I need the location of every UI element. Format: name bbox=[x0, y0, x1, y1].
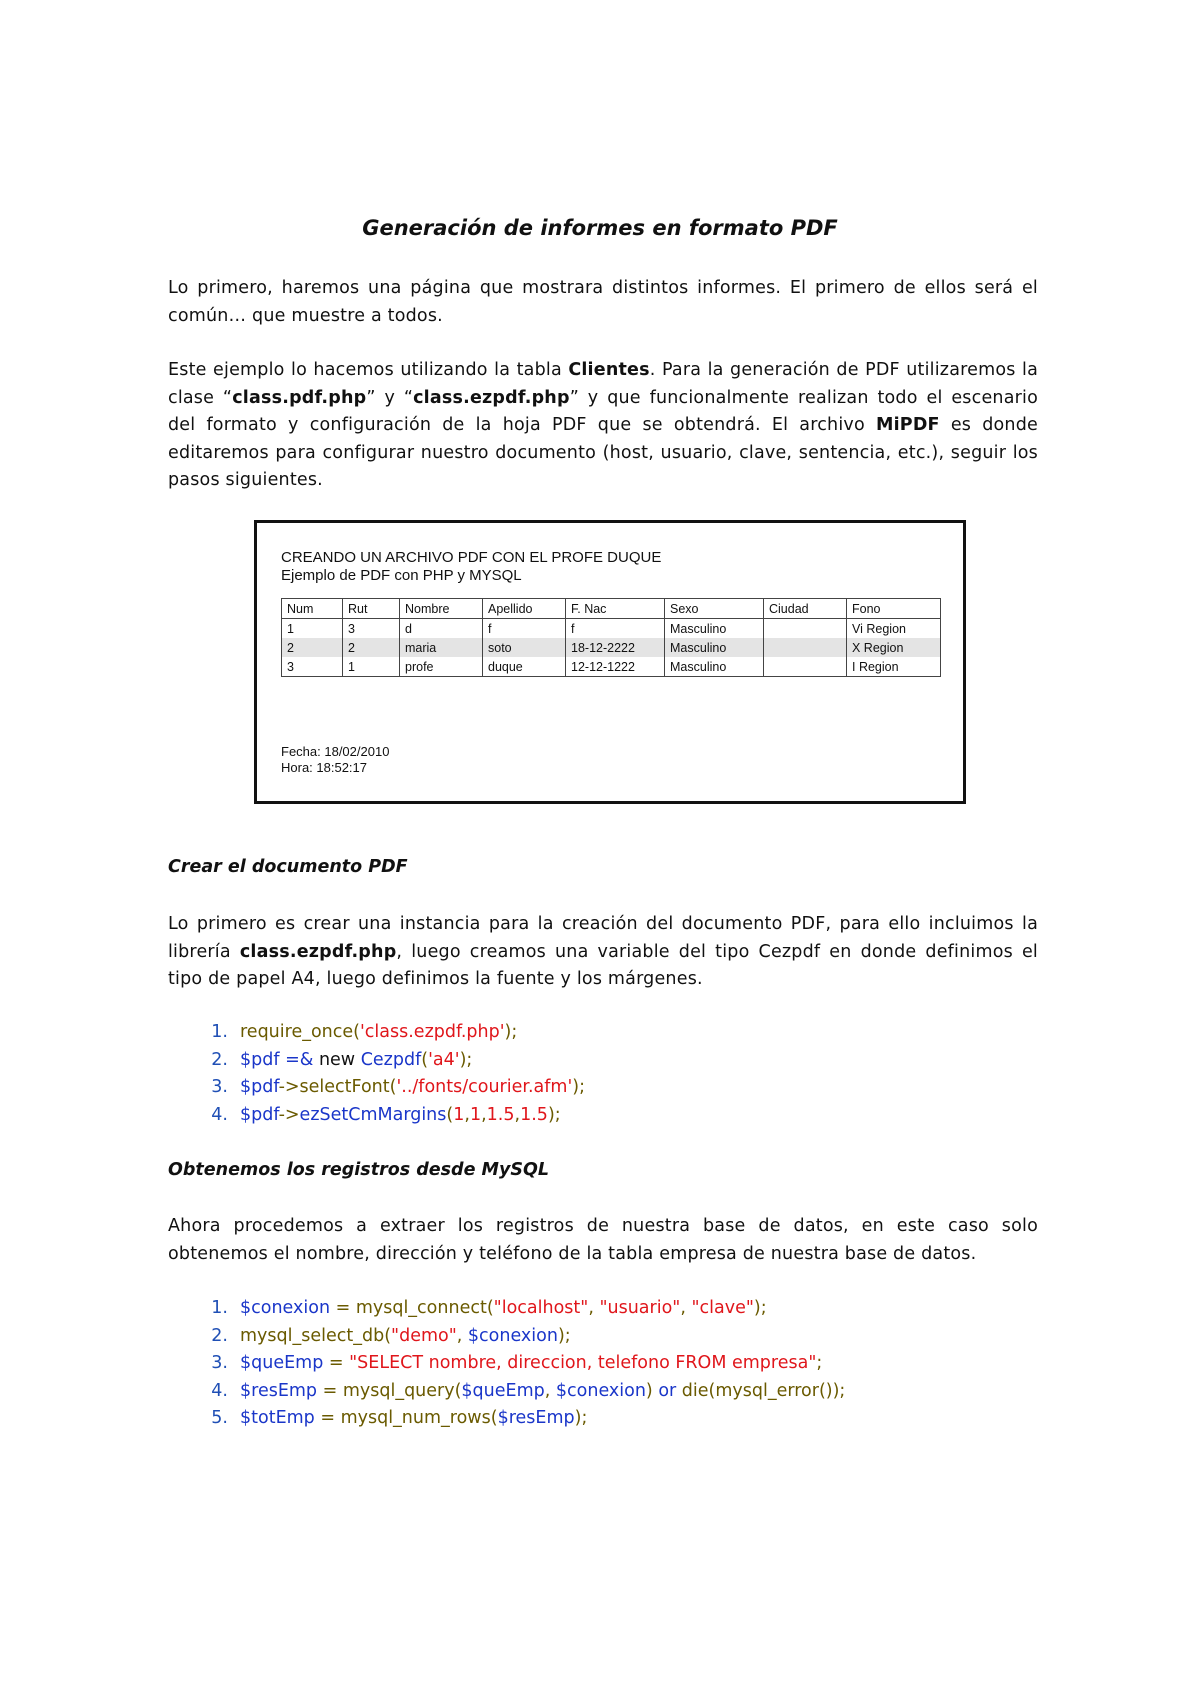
table-cell: 2 bbox=[343, 638, 400, 657]
column-header: F. Nac bbox=[566, 599, 665, 619]
code-token: , bbox=[680, 1298, 692, 1318]
table-cell: I Region bbox=[847, 657, 941, 677]
line-number: 3. bbox=[211, 1353, 228, 1373]
table-cell: 12-12-1222 bbox=[566, 657, 665, 677]
code-token: = bbox=[323, 1353, 350, 1373]
code-token: $pdf bbox=[240, 1049, 280, 1070]
code-listing-create-pdf bbox=[168, 1019, 585, 1129]
code-token: 1.5 bbox=[486, 1104, 515, 1125]
table-cell: 3 bbox=[343, 619, 400, 639]
pdf-example-screenshot bbox=[254, 520, 966, 804]
code-token: $conexion bbox=[467, 1325, 558, 1346]
code-token: ) bbox=[645, 1380, 659, 1401]
column-header: Sexo bbox=[665, 599, 764, 619]
section-heading-create-pdf: Crear el documento PDF bbox=[168, 857, 408, 877]
table-cell: Masculino bbox=[665, 657, 764, 677]
code-token: , bbox=[464, 1104, 470, 1125]
table-cell: f bbox=[566, 619, 665, 639]
table-cell bbox=[764, 619, 847, 639]
code-token: "demo" bbox=[391, 1325, 457, 1346]
code-token: ); bbox=[557, 1325, 571, 1346]
line-number: 1. bbox=[211, 1022, 228, 1042]
line-number: 4. bbox=[211, 1380, 228, 1401]
report-date: Fecha: 18/02/2010 bbox=[281, 744, 390, 759]
table-cell: d bbox=[400, 619, 483, 639]
table-cell: Masculino bbox=[665, 619, 764, 639]
code-line bbox=[168, 1019, 585, 1047]
code-token: "clave" bbox=[691, 1298, 754, 1318]
table-cell: Masculino bbox=[665, 638, 764, 657]
table-name: Clientes bbox=[568, 360, 650, 380]
table-cell: 2 bbox=[282, 638, 343, 657]
code-listing-mysql bbox=[168, 1295, 845, 1433]
column-header: Apellido bbox=[483, 599, 566, 619]
code-token: , bbox=[481, 1104, 487, 1125]
table-header-row bbox=[282, 599, 941, 619]
code-token: $pdf bbox=[240, 1104, 279, 1125]
column-header: Fono bbox=[847, 599, 941, 619]
intro-text: es donde editaremos para configurar nuestro documento (host, usuario, clave, sentencia, etc.), seguir los pasos siguientes. bbox=[168, 415, 1038, 490]
code-token: -> bbox=[278, 1104, 300, 1125]
code-token: $pdf bbox=[240, 1077, 279, 1097]
table-cell: Vi Region bbox=[847, 619, 941, 639]
table-row bbox=[282, 619, 941, 639]
code-token: require_once( bbox=[240, 1022, 360, 1042]
intro-paragraph-2 bbox=[168, 357, 1038, 495]
code-token: ezSetCmMargins bbox=[299, 1104, 447, 1125]
intro-paragraph-1: Lo primero, haremos una página que mostrara distintos informes. El primero de ellos será el común… que muestre a todos. bbox=[168, 278, 1038, 326]
code-token: $queEmp bbox=[461, 1380, 545, 1401]
table-cell: duque bbox=[483, 657, 566, 677]
intro-text: ” y “ bbox=[366, 387, 414, 408]
code-token: , bbox=[514, 1104, 521, 1125]
code-token: ( bbox=[421, 1049, 429, 1070]
table-cell: X Region bbox=[847, 638, 941, 657]
code-token: $resEmp bbox=[497, 1408, 575, 1428]
column-header: Nombre bbox=[400, 599, 483, 619]
code-token: die(mysql_error()); bbox=[676, 1380, 846, 1401]
code-token: or bbox=[658, 1380, 677, 1401]
code-token: ); bbox=[753, 1298, 767, 1318]
table-row bbox=[282, 638, 941, 657]
column-header: Ciudad bbox=[764, 599, 847, 619]
code-line bbox=[168, 1047, 585, 1075]
code-token: "usuario" bbox=[599, 1298, 681, 1318]
code-token: = mysql_connect( bbox=[330, 1298, 494, 1318]
table-cell: 1 bbox=[343, 657, 400, 677]
code-token: 'class.ezpdf.php' bbox=[359, 1022, 505, 1042]
table-cell bbox=[764, 657, 847, 677]
code-token: ); bbox=[547, 1104, 561, 1125]
code-token: ); bbox=[572, 1077, 586, 1097]
code-token: , bbox=[544, 1380, 556, 1401]
code-token: = mysql_query( bbox=[317, 1380, 462, 1401]
code-token: ); bbox=[504, 1022, 518, 1042]
line-number: 3. bbox=[211, 1077, 228, 1097]
code-token: $queEmp bbox=[240, 1353, 324, 1373]
table-cell: f bbox=[483, 619, 566, 639]
file-name: MiPDF bbox=[875, 415, 940, 435]
table-cell: maria bbox=[400, 638, 483, 657]
code-token: $totEmp bbox=[240, 1408, 315, 1428]
code-line bbox=[168, 1102, 585, 1130]
code-token: , bbox=[456, 1325, 468, 1346]
code-line bbox=[168, 1074, 585, 1102]
intro-text: . Para la generación de PDF utilizaremos la clase “ bbox=[168, 360, 1038, 408]
code-token: =& bbox=[279, 1049, 319, 1070]
line-number: 4. bbox=[211, 1104, 228, 1125]
code-line bbox=[168, 1350, 845, 1378]
code-token: $resEmp bbox=[240, 1380, 318, 1401]
code-token: ); bbox=[574, 1408, 588, 1428]
code-token: "SELECT nombre, direccion, telefono FROM empresa" bbox=[349, 1353, 817, 1373]
code-token: $conexion bbox=[240, 1298, 331, 1318]
code-line bbox=[168, 1323, 845, 1351]
library-name: class.ezpdf.php bbox=[239, 941, 397, 962]
code-token: 1 bbox=[453, 1104, 465, 1125]
column-header: Rut bbox=[343, 599, 400, 619]
code-token: 1 bbox=[469, 1104, 482, 1125]
table-cell: 3 bbox=[282, 657, 343, 677]
code-token: ( bbox=[446, 1104, 454, 1125]
code-line bbox=[168, 1378, 845, 1406]
table-cell: soto bbox=[483, 638, 566, 657]
code-token: 'a4' bbox=[428, 1049, 460, 1070]
code-line bbox=[168, 1295, 845, 1323]
class-name: class.pdf.php bbox=[232, 387, 367, 408]
code-token: 1.5 bbox=[520, 1104, 548, 1125]
code-token: ->selectFont( bbox=[278, 1077, 397, 1097]
line-number: 2. bbox=[211, 1049, 228, 1070]
clientes-table bbox=[281, 598, 941, 677]
code-token: ); bbox=[459, 1049, 473, 1070]
table-cell bbox=[764, 638, 847, 657]
intro-text: ” y que funcionalmente realizan todo el escenario del formato y configuración de la hoja PDF que se obtendrá. El archivo bbox=[168, 387, 1038, 435]
code-token: '../fonts/courier.afm' bbox=[396, 1077, 573, 1097]
report-time: Hora: 18:52:17 bbox=[281, 760, 368, 775]
code-token: = mysql_num_rows( bbox=[314, 1408, 498, 1428]
line-number: 1. bbox=[211, 1298, 228, 1318]
code-token: $conexion bbox=[555, 1380, 646, 1401]
line-number: 2. bbox=[211, 1325, 228, 1346]
column-header: Num bbox=[282, 599, 343, 619]
code-token: Cezpdf bbox=[360, 1049, 422, 1070]
screenshot-heading: CREANDO UN ARCHIVO PDF CON EL PROFE DUQUE bbox=[281, 549, 662, 566]
table-cell: 18-12-2222 bbox=[566, 638, 665, 657]
code-line bbox=[168, 1405, 845, 1433]
section-heading-mysql: Obtenemos los registros desde MySQL bbox=[168, 1160, 549, 1180]
section1-paragraph bbox=[168, 911, 1038, 994]
code-token: ; bbox=[816, 1353, 823, 1373]
code-token: "localhost" bbox=[493, 1298, 589, 1318]
intro-text: Este ejemplo lo hacemos utilizando la tabla bbox=[168, 360, 569, 380]
class-name: class.ezpdf.php bbox=[413, 387, 570, 408]
table-cell: profe bbox=[400, 657, 483, 677]
document-title: Generación de informes en formato PDF bbox=[362, 216, 838, 240]
section1-text: Lo primero es crear una instancia para la creación del documento PDF, para ello incluimos la librería bbox=[168, 914, 1038, 962]
table-cell: 1 bbox=[282, 619, 343, 639]
line-number: 5. bbox=[211, 1408, 228, 1428]
table-row bbox=[282, 657, 941, 677]
code-token: new bbox=[318, 1049, 361, 1070]
code-token: , bbox=[588, 1298, 600, 1318]
screenshot-subheading: Ejemplo de PDF con PHP y MYSQL bbox=[281, 567, 522, 584]
code-token: mysql_select_db( bbox=[240, 1325, 392, 1346]
section1-text: , luego creamos una variable del tipo Cezpdf en donde definimos el tipo de papel A4, luego definimos la fuente y los márgenes. bbox=[168, 941, 1038, 989]
section2-paragraph: Ahora procedemos a extraer los registros de nuestra base de datos, en este caso solo obtenemos el nombre, dirección y teléfono de la tabla empresa de nuestra base de datos. bbox=[168, 1216, 1038, 1264]
